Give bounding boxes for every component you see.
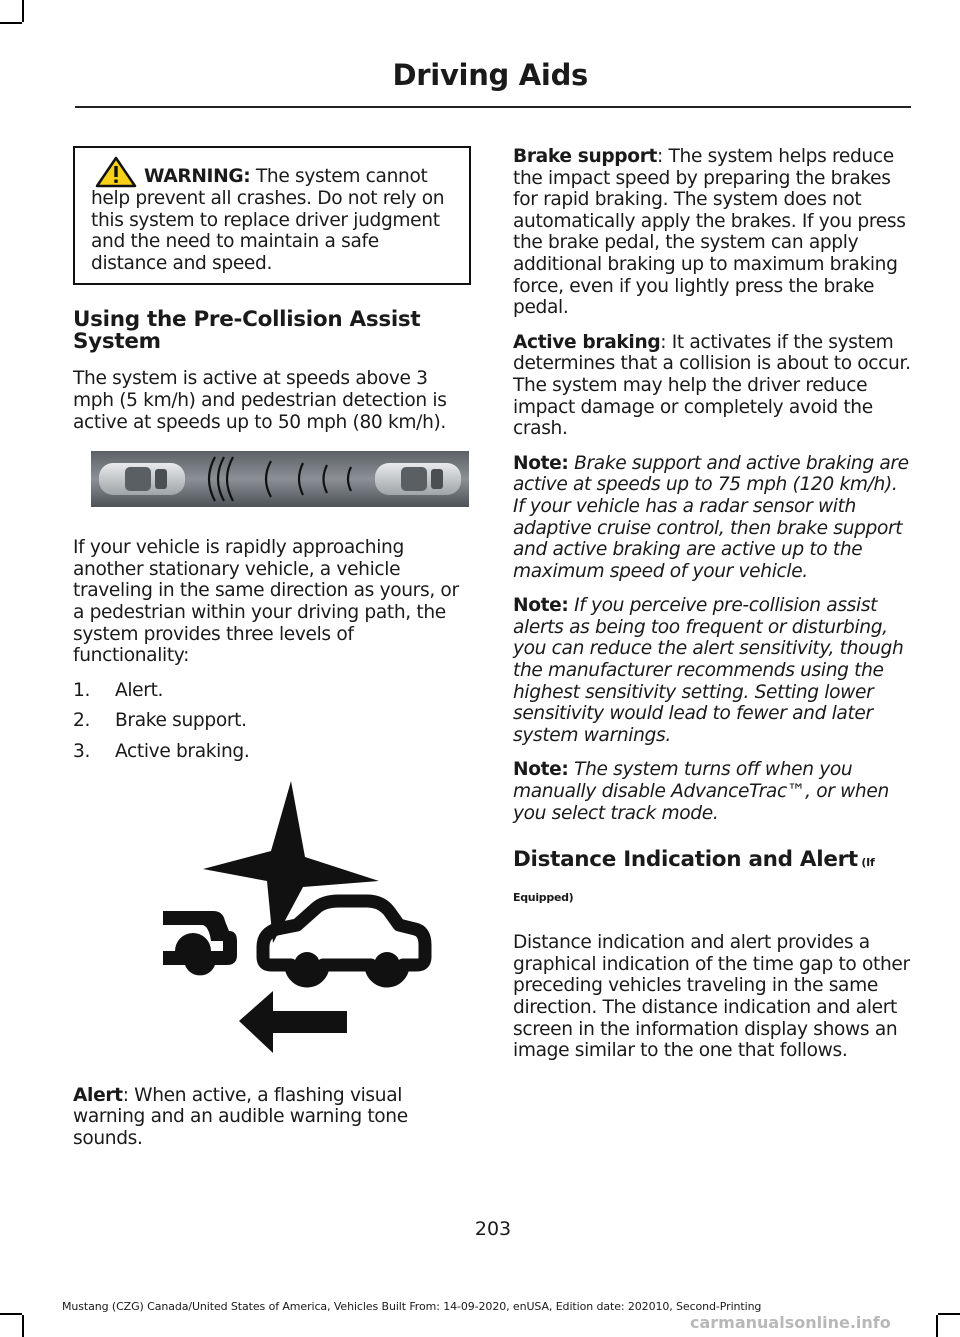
warning-body: The system cannot help prevent all crashes. Do not rely on this system to replace driver judgment and the need to maintain a safe distance and speed. <box>91 166 445 274</box>
section-heading-distance: Distance Indication and Alert (If Equipped) <box>513 847 875 905</box>
distance-paragraph: Distance indication and alert provides a graphical indication of the time gap to other preceding vehicles traveling in the same direction. The distance indication and alert screen in the information display shows an image similar to the one that follows. <box>513 932 910 1062</box>
note-paragraph: Note: The system turns off when you manually disable AdvanceTrac™, or when you select track mode. <box>513 759 889 824</box>
crop-mark <box>0 1313 22 1315</box>
crop-mark <box>22 1315 24 1337</box>
warning-triangle-icon <box>95 156 137 188</box>
brake-support-paragraph: Brake support: The system helps reduce the impact speed by preparing the brakes for rapid braking. The system does not automatically apply the brakes. If you press the brake pedal, the system can apply additional braking up to maximum braking force, even if you lightly press the brake pedal. <box>513 146 906 319</box>
right-column <box>513 146 911 1075</box>
list-item: 1. Alert. <box>73 679 164 701</box>
radar-illustration <box>91 451 469 507</box>
active-braking-paragraph: Active braking: It activates if the system determines that a collision is about to occur. The system may help the driver reduce impact damage or completely avoid the crash. <box>513 331 911 440</box>
warning-text <box>91 156 460 274</box>
brake-support-label: Brake support <box>513 146 658 167</box>
intro-paragraph: The system is active at speeds above 3 mph (5 km/h) and pedestrian detection is active at speeds up to 50 mph (80 km/h). <box>73 368 447 433</box>
header-divider <box>75 106 911 108</box>
levels-list <box>73 680 471 763</box>
car-icon <box>375 463 461 495</box>
functionality-paragraph: If your vehicle is rapidly approaching another stationary vehicle, a vehicle traveling in the same direction as yours, or a pedestrian within your driving path, the system provides three levels of functionality: <box>73 537 459 667</box>
page-number: 203 <box>474 1218 512 1240</box>
page-header-title: Driving Aids <box>392 58 588 92</box>
watermark: carmanualsonline.info <box>690 1313 891 1332</box>
list-item: 2. Brake support. <box>73 710 247 732</box>
left-column <box>73 146 471 1162</box>
warning-label: WARNING: <box>144 166 251 187</box>
collision-warning-icon <box>163 781 443 1061</box>
list-item: 3. Active braking. <box>73 740 250 762</box>
warning-box <box>73 146 471 285</box>
crop-mark <box>22 0 24 22</box>
alert-paragraph: Alert: When active, a flashing visual warning and an audible warning tone sounds. <box>73 1084 408 1149</box>
car-icon <box>99 463 185 495</box>
alert-label: Alert <box>73 1084 123 1106</box>
crop-mark <box>0 22 22 24</box>
footer-text: Mustang (CZG) Canada/United States of America, Vehicles Built From: 14-09-2020, enUSA, Edition date: 202010, Second-Printing <box>62 1300 762 1313</box>
note-paragraph: Note: Brake support and active braking are active at speeds up to 75 mph (120 km/h). If your vehicle has a radar sensor with adaptive cruise control, then brake support and active braking are active up to the maximum speed of your vehicle. <box>513 452 909 582</box>
section-heading-pre-collision: Using the Pre-Collision Assist System <box>73 307 421 355</box>
crop-mark <box>938 1313 960 1315</box>
note-paragraph: Note: If you perceive pre-collision assist alerts as being too frequent or disturbing, you can reduce the alert sensitivity, though the manufacturer recommends using the highest sensitivity setting. Setting lower sensitivity would lead to fewer and later system warnings. <box>513 595 904 746</box>
active-braking-label: Active braking <box>513 331 661 353</box>
crop-mark <box>936 1315 938 1337</box>
